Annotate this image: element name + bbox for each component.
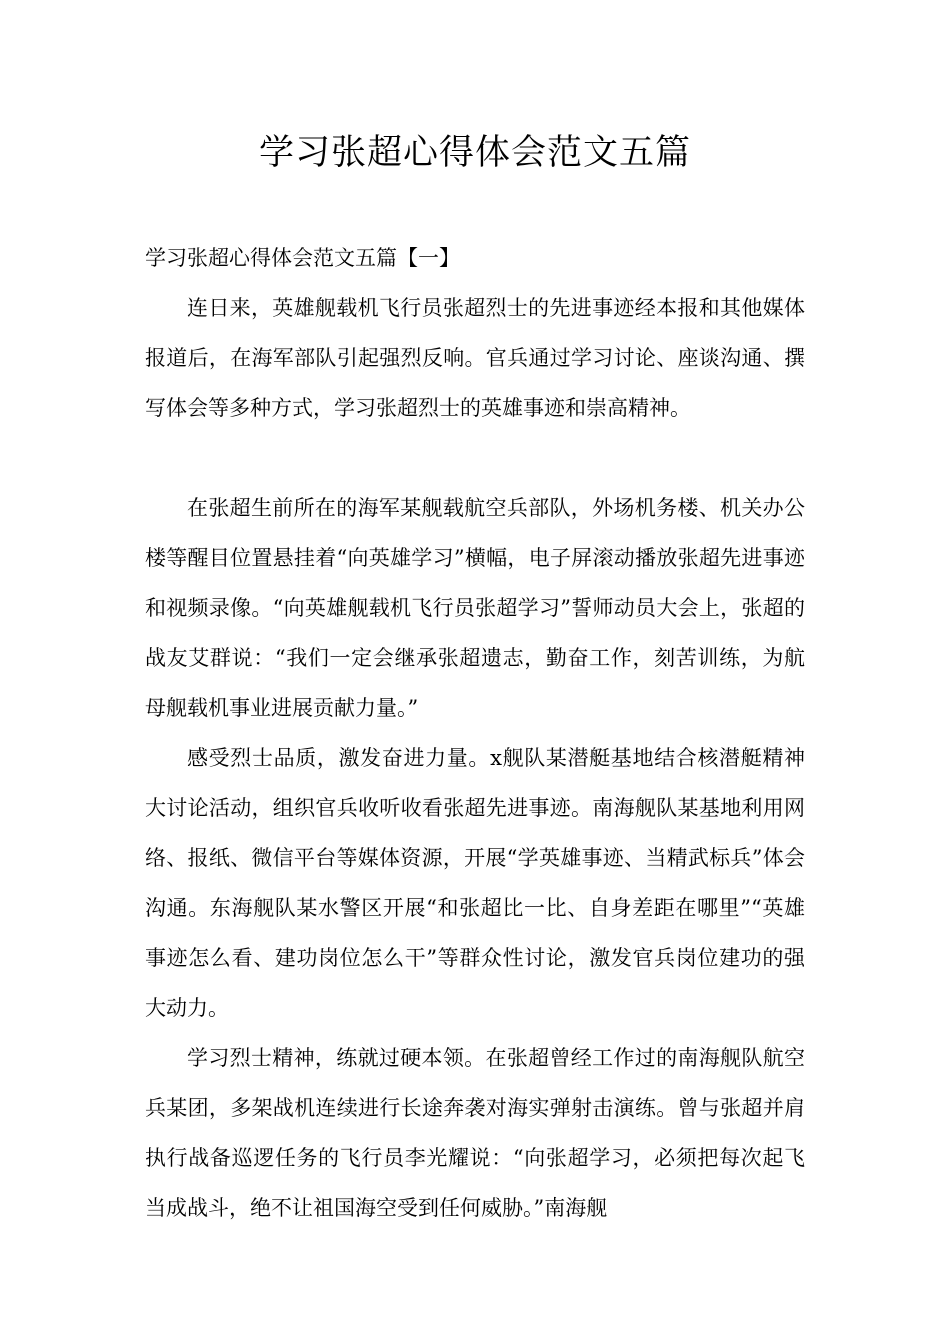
document-title: 学习张超心得体会范文五篇 bbox=[258, 133, 691, 173]
document-body bbox=[145, 233, 805, 1233]
paragraph: 感受烈士品质，激发奋进力量。x舰队某潜艇基地结合核潜艇精神大讨论活动，组织官兵收听收看张超先进事迹。南海舰队某基地利用网络、报纸、微信平台等媒体资源，开展“学英雄事迹、当精武标兵”体会沟通。东海舰队某水警区开展“和张超比一比、自身差距在哪里”“英雄事迹怎么看、建功岗位怎么干”等群众性讨论，激发官兵岗位建功的强大动力。 bbox=[145, 746, 805, 1020]
paragraph: 连日来，英雄舰载机飞行员张超烈士的先进事迹经本报和其他媒体报道后，在海军部队引起强烈反响。官兵通过学习讨论、座谈沟通、撰写体会等多种方式，学习张超烈士的英雄事迹和崇高精神。 bbox=[145, 296, 805, 420]
paragraph: 学习烈士精神，练就过硬本领。在张超曾经工作过的南海舰队航空兵某团，多架战机连续进行长途奔袭对海实弹射击演练。曾与张超并肩执行战备巡逻任务的飞行员李光耀说：“向张超学习，必须把每次起飞当成战斗，绝不让祖国海空受到任何威胁。”南海舰 bbox=[145, 1046, 805, 1220]
paragraph: 在张超生前所在的海军某舰载航空兵部队，外场机务楼、机关办公楼等醒目位置悬挂着“向英雄学习”横幅，电子屏滚动播放张超先进事迹和视频录像。“向英雄舰载机飞行员张超学习”誓师动员大会上，张超的战友艾群说：“我们一定会继承张超遗志，勤奋工作，刻苦训练，为航母舰载机事业进展贡献力量。” bbox=[145, 496, 805, 720]
section-heading: 学习张超心得体会范文五篇【一】 bbox=[145, 246, 460, 270]
